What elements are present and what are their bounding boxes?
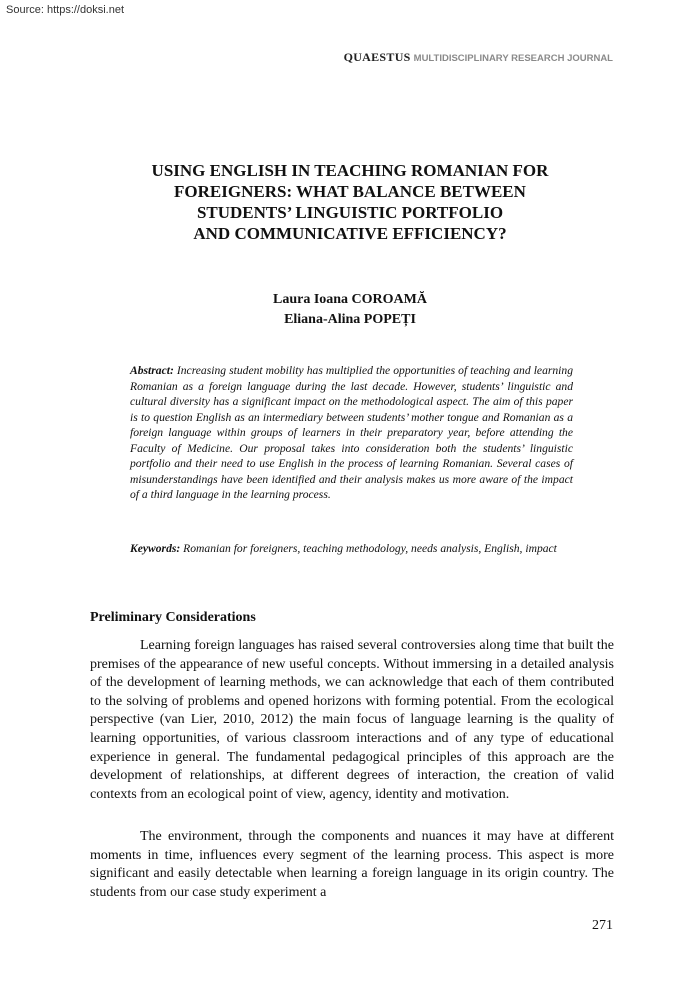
title-line: AND COMMUNICATIVE EFFICIENCY? bbox=[193, 224, 507, 243]
keywords-text: Romanian for foreigners, teaching methodology, needs analysis, English, impact bbox=[183, 542, 557, 555]
source-label: Source: https://doksi.net bbox=[6, 4, 125, 16]
page-number: 271 bbox=[592, 918, 613, 933]
abstract-text: Increasing student mobility has multiplied the opportunities of teaching and learning Romanian as a foreign language during the last decade. However, students’ linguistic and cultural diversity has a significant impact on the methodological aspect. The aim of this paper is to question English as an intermediary between students’ mother tongue and Romanian as a foreign language within groups of learners in their preparatory year, before attending the Faculty of Medicine. Our proposal takes into consideration both the students’ linguistic portfolio and their need to use English in the process of learning Romanian. Several cases of misunderstandings have been identified and their analysis makes us more aware of the impact of a third language in the learning process. bbox=[130, 364, 573, 501]
abstract bbox=[130, 363, 573, 503]
journal-subtitle: MULTIDISCIPLINARY RESEARCH JOURNAL bbox=[413, 53, 613, 64]
body-paragraph: Learning foreign languages has raised several controversies along time that built the premises of the appearance of new useful concepts. Without immersing in a detailed analysis of the development of learning methods, we can acknowledge that each of them contributed to the solving of problems and opened horizons with forming potential. From the ecological perspective (van Lier, 2010, 2012) the main focus of language learning is the quality of learning opportunities, of various classroom interactions and of any type of educational experience in general. The fundamental pedagogical principles of this approach are the development of relationships, at different degrees of interaction, the creation of valid contexts from an ecological point of view, agency, identity and motivation. bbox=[90, 638, 614, 802]
author-name: Eliana-Alina POPEȚI bbox=[284, 312, 416, 327]
title-line: FOREIGNERS: WHAT BALANCE BETWEEN bbox=[174, 182, 526, 201]
paper-title bbox=[110, 160, 590, 244]
journal-header bbox=[344, 50, 613, 65]
body-paragraph: The environment, through the components and nuances it may have at different moments in time, influences every segment of the learning process. This aspect is more significant and easily detectable when learning a foreign language in its origin country. The students from our case study experiment a bbox=[90, 829, 614, 900]
keywords bbox=[130, 541, 573, 557]
keywords-label: Keywords: bbox=[130, 542, 181, 555]
section-heading: Preliminary Considerations bbox=[90, 610, 256, 625]
authors bbox=[110, 290, 590, 330]
abstract-label: Abstract: bbox=[130, 364, 174, 377]
author-name: Laura Ioana COROAMĂ bbox=[272, 292, 427, 307]
journal-name: QUAESTUS bbox=[343, 50, 411, 64]
title-line: STUDENTS’ LINGUISTIC PORTFOLIO bbox=[196, 203, 504, 222]
title-line: USING ENGLISH IN TEACHING ROMANIAN FOR bbox=[151, 161, 549, 180]
